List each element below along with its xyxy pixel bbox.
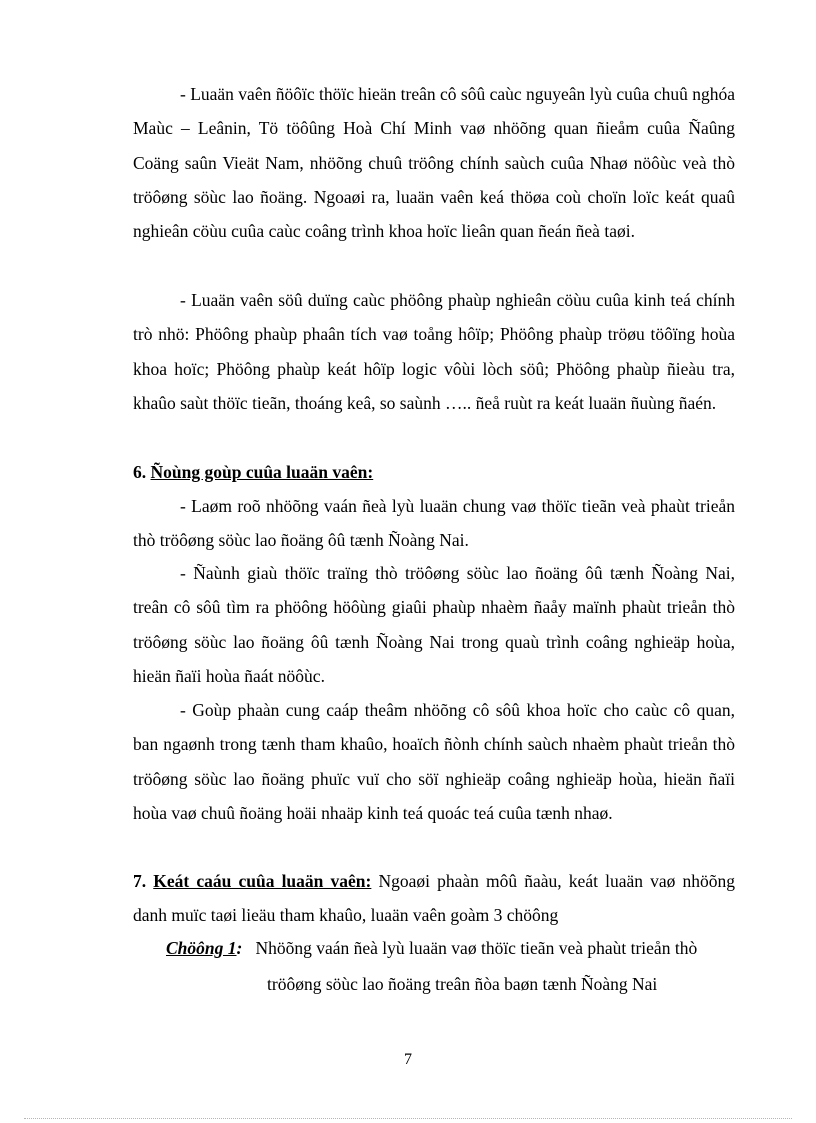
chapter-1-label: Chöông 1 (166, 938, 237, 958)
section-7-paragraph: 7. Keát caáu cuûa luaän vaên: Ngoaøi phaàn môû ñaàu, keát luaän vaø nhöõng danh muïc taøi lieäu tham khaûo, luaän vaên goàm 3 chöông (133, 871, 735, 925)
paragraph-contribution-1: - Laøm roõ nhöõng vaán ñeà lyù luaän chung vaø thöïc tieãn veà phaùt trieån thò tröôøng söùc lao ñoäng ôû tænh Ñoàng Nai. (133, 496, 735, 551)
section-6-title: Ñoùng goùp cuûa luaän vaên: (150, 462, 374, 482)
paragraph-contribution-3: - Goùp phaàn cung caáp theâm nhöõng cô sôû khoa hoïc cho caùc cô quan, ban ngaønh trong tænh tham khaûo, hoaïch ñònh chính saùch nhaèm phaùt trieån thò tröôøng söùc lao ñoäng phuïc vuï cho söï nghieäp coâng nghieäp hoùa, hieän ñaïi hoùa vaø chuû ñoäng hoäi nhaäp kinh teá quoác teá cuûa tænh nhaø. (133, 700, 735, 823)
section-7-title: Keát caáu cuûa luaän vaên: (153, 871, 372, 891)
chapter-1-title-line-2: tröôøng söùc lao ñoäng treân ñòa baøn tænh Ñoàng Nai (267, 974, 658, 994)
paragraph-research-methods: - Luaän vaên söû duïng caùc phöông phaùp nghieân cöùu cuûa kinh teá chính trò nhö: Phöông phaùp phaân tích vaø toång hôïp; Phöông phaùp tröøu töôïng hoùa khoa hoïc; Phöông phaùp keát hôïp logic vôùi lòch söû; Phöông phaùp ñieàu tra, khaûo saùt thöïc tieãn, thoáng keâ, so saùnh ….. ñeå ruùt ra keát luaän ñuùng ñaén. (133, 290, 735, 413)
paragraph-theoretical-basis: - Luaän vaên ñöôïc thöïc hieän treân cô sôû caùc nguyeân lyù cuûa chuû nghóa Maùc – Leânin, Tö töôûng Hoà Chí Minh vaø nhöõng quan ñieåm cuûa Ñaûng Coäng saûn Vieät Nam, nhöõng chuû tröông chính saùch cuûa Nhaø nöôùc veà thò tröôøng söùc lao ñoäng. Ngoaøi ra, luaän vaên keá thöøa coù choïn loïc keát quaû nghieân cöùu cuûa caùc coâng trình khoa hoïc lieân quan ñeán ñeà taøi. (133, 84, 735, 242)
paragraph-contribution-2: - Ñaùnh giaù thöïc traïng thò tröôøng söùc lao ñoäng ôû tænh Ñoàng Nai, treân cô sôû tìm ra phöông höôùng giaûi phaùp nhaèm ñaåy maïnh phaùt trieån thò tröôøng söùc lao ñoäng ôû tænh Ñoàng Nai trong quaù trình coâng nghieäp hoùa, hieän ñaïi hoùa ñaát nöôùc. (133, 563, 735, 686)
chapter-1-title-line-1: Nhöõng vaán ñeà lyù luaän vaø thöïc tieãn veà phaùt trieån thò (255, 938, 698, 958)
section-6-heading: 6. Ñoùng goùp cuûa luaän vaên: (133, 462, 374, 482)
footer-divider (24, 1118, 792, 1119)
chapter-1-entry: Chöông 1: Nhöõng vaán ñeà lyù luaän vaø thöïc tieãn veà phaùt trieån thò tröôøng söùc lao ñoäng treân ñòa baøn tænh Ñoàng Nai (166, 930, 736, 1002)
page-number: 7 (404, 1051, 412, 1068)
